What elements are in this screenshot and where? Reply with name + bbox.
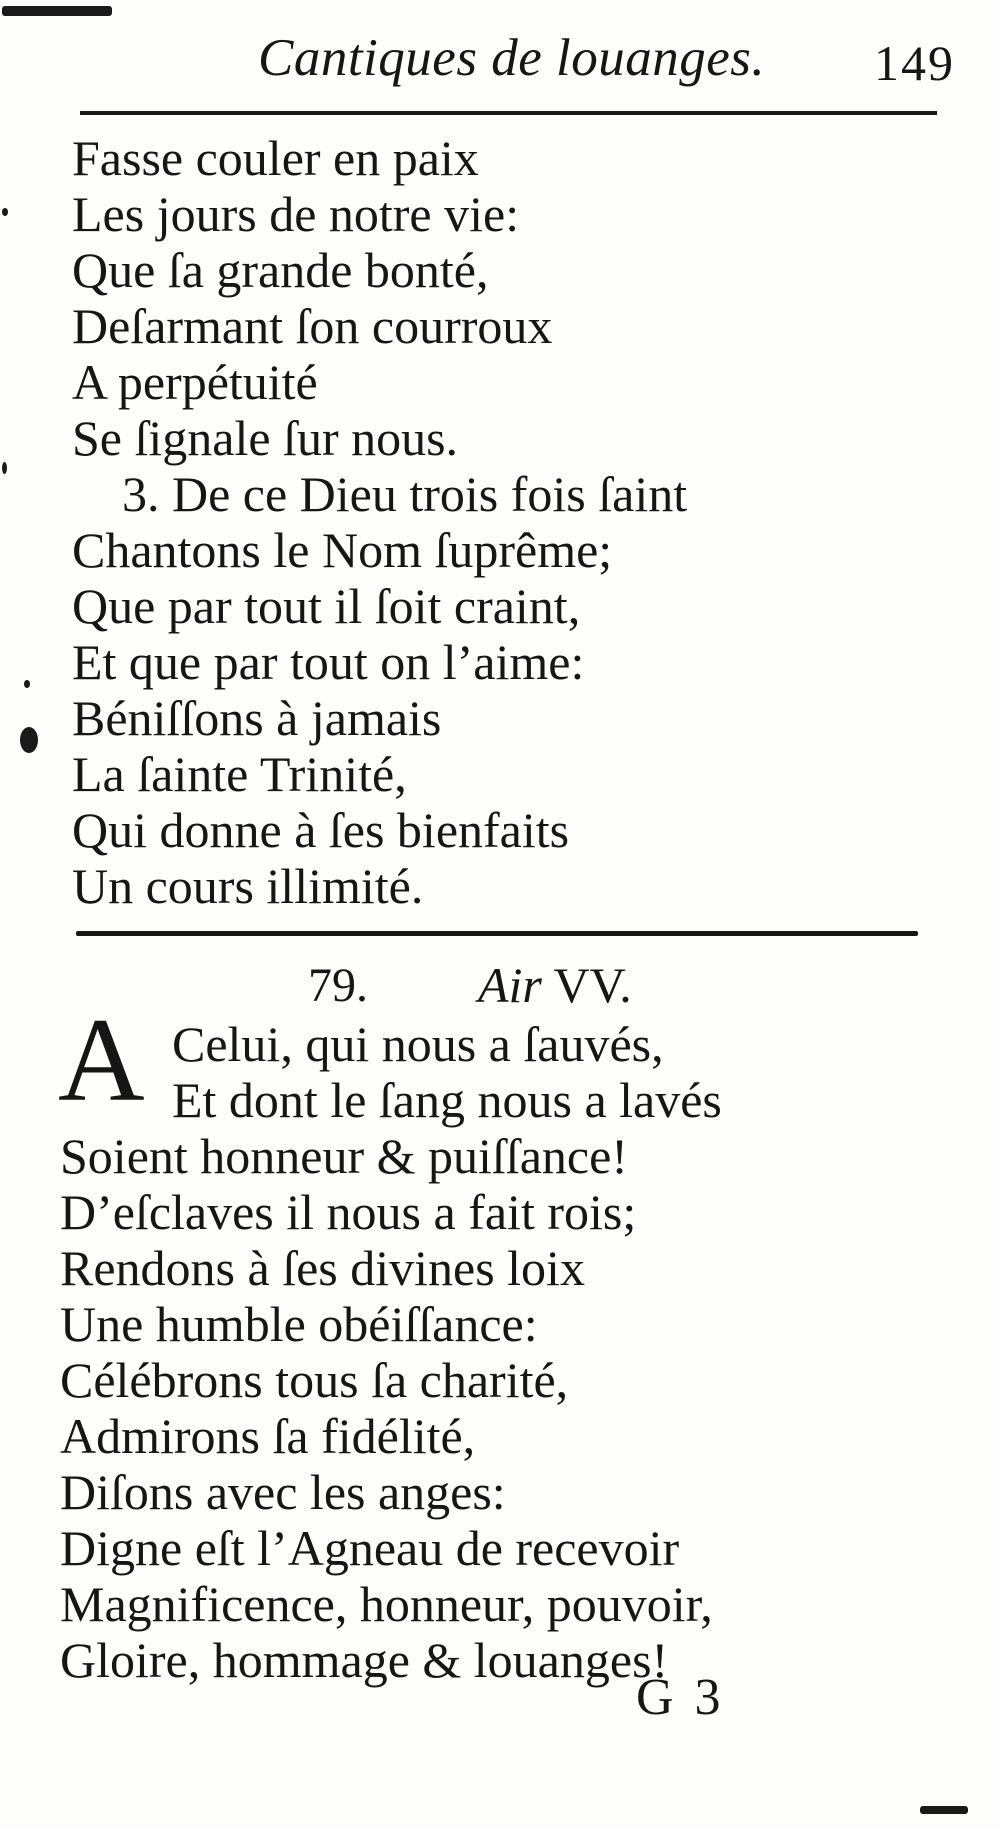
verse-line: Célébrons tous ſa charité,: [60, 1352, 569, 1408]
verse-line: A perpétuité: [72, 354, 318, 410]
verse-line: Magnificence, honneur, pouvoir,: [60, 1576, 713, 1632]
verse-line: Et dont le ſang nous a lavés: [172, 1072, 722, 1128]
scan-artifact: [2, 6, 112, 16]
verse-line: Béniſſons à jamais: [72, 690, 442, 746]
verse-line: Que ſa grande bonté,: [72, 242, 489, 298]
scan-artifact: [24, 680, 30, 688]
scan-artifact: [20, 727, 38, 753]
scan-artifact: [2, 462, 7, 474]
verse-line: Diſons avec les anges:: [60, 1464, 506, 1520]
verse-line: Fasse couler en paix: [72, 130, 479, 186]
verse-line: Rendons à ſes divines loix: [60, 1240, 585, 1296]
section-rule: [76, 931, 918, 936]
verse-line: Une humble obéiſſance:: [60, 1296, 538, 1352]
verse-line: 3. De ce Dieu trois fois ſaint: [122, 466, 688, 522]
verse-line: Les jours de notre vie:: [72, 186, 520, 242]
header-rule: [80, 111, 937, 115]
signature-mark: G 3: [636, 1669, 725, 1726]
air-name: VV.: [553, 957, 632, 1013]
verse-line: La ſainte Trinité,: [72, 746, 407, 802]
verse-line: D’eſclaves il nous a fait rois;: [60, 1184, 637, 1240]
air-label: Air: [478, 957, 542, 1013]
drop-cap: A: [58, 993, 145, 1126]
verse-line: Deſarmant ſon courroux: [72, 298, 553, 354]
verse-line: Un cours illimité.: [72, 858, 424, 914]
page-number: 149: [874, 35, 955, 91]
scan-artifact: [920, 1806, 968, 1814]
verse-line: Gloire, hommage & louanges!: [60, 1632, 669, 1688]
verse-line: Celui, qui nous a ſauvés,: [172, 1016, 664, 1072]
hymn-number: 79.: [308, 959, 368, 1012]
hymn-air: [478, 956, 632, 1014]
verse-line: Que par tout il ſoit craint,: [72, 578, 581, 634]
verse-line: Chantons le Nom ſuprême;: [72, 522, 613, 578]
scan-artifact: [2, 208, 8, 216]
verse-line: Digne eſt l’Agneau de recevoir: [60, 1520, 680, 1576]
verse-line: Se ſignale ſur nous.: [72, 410, 459, 466]
verse-line: Qui donne à ſes bienfaits: [72, 802, 570, 858]
running-head: Cantiques de louanges.: [258, 29, 766, 87]
verse-line: Admirons ſa fidélité,: [60, 1408, 476, 1464]
verse-line: Soient honneur & puiſſance!: [60, 1128, 628, 1184]
verse-line: Et que par tout on l’aime:: [72, 634, 585, 690]
